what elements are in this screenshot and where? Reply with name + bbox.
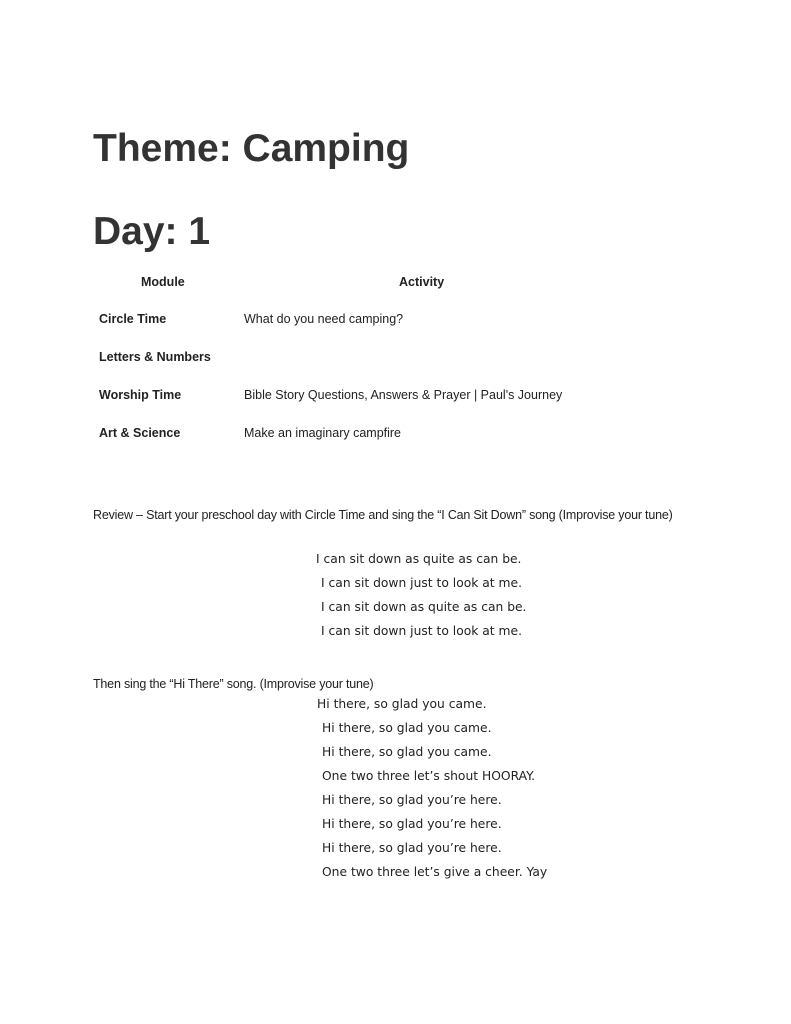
lyric-line: I can sit down just to look at me. [321,624,522,638]
lyric-line: I can sit down as quite as can be. [321,600,527,614]
lyric-line: I can sit down just to look at me. [321,576,522,590]
table-row [93,312,713,332]
table-row [93,350,713,370]
lyric-line: Hi there, so glad you’re here. [322,817,502,831]
lyric-line: Hi there, so glad you’re here. [322,793,502,807]
activity-cell: Bible Story Questions, Answers & Prayer | Paul's Journey [244,388,563,402]
table-row [93,426,713,446]
module-cell: Letters & Numbers [99,350,211,364]
module-cell: Art & Science [99,426,181,440]
lyric-line: One two three let’s shout HOORAY. [322,769,536,783]
day-heading: Day: 1 [93,210,211,253]
activity-cell: What do you need camping? [244,312,404,326]
module-cell: Circle Time [99,312,167,326]
hi-there-intro-paragraph: Then sing the “Hi There” song. (Improvise your tune) [93,677,374,691]
lyric-line: Hi there, so glad you came. [322,721,492,735]
lyric-line: One two three let’s give a cheer. Yay [322,865,548,879]
table-row [93,388,713,408]
column-header-activity: Activity [399,275,445,289]
module-cell: Worship Time [99,388,182,402]
column-header-module: Module [141,275,185,289]
review-intro-paragraph: Review – Start your preschool day with Circle Time and sing the “I Can Sit Down” song (Improvise your tune) [93,508,673,522]
activity-cell: Make an imaginary campfire [244,426,402,440]
lyric-line: I can sit down as quite as can be. [316,552,522,566]
page-title: Theme: Camping [93,127,410,170]
lyric-line: Hi there, so glad you’re here. [322,841,502,855]
lyric-line: Hi there, so glad you came. [322,745,492,759]
lyric-line: Hi there, so glad you came. [317,697,487,711]
